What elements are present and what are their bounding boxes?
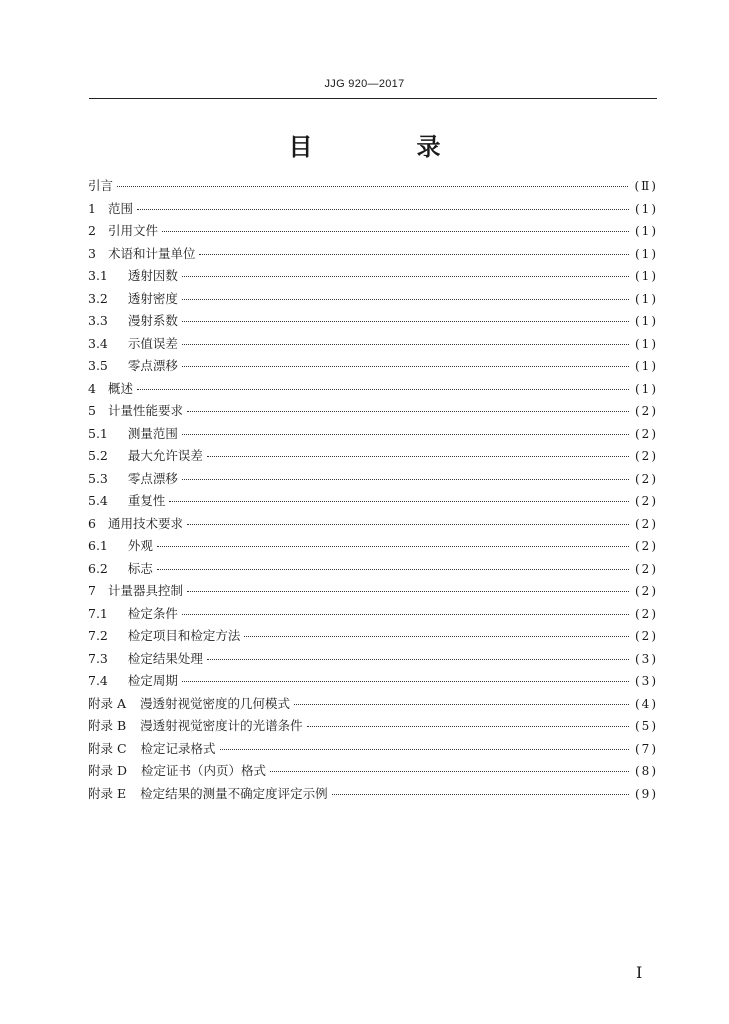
toc-entry-title: 漫射系数 xyxy=(127,313,178,328)
toc-entry-page: (3) xyxy=(635,651,658,666)
toc-entry-title: 透射密度 xyxy=(127,290,178,306)
toc-entry-title: 透射因数 xyxy=(127,268,178,283)
toc-entry-number: 3.3 xyxy=(88,313,108,328)
toc-entry xyxy=(88,446,658,469)
toc-entry-page: (7) xyxy=(635,741,658,756)
toc-entry-page: (1) xyxy=(635,359,658,373)
toc-entry-number: 3.4 xyxy=(88,335,108,351)
dot-leader xyxy=(220,749,629,750)
toc-entry-page: (Ⅱ) xyxy=(634,179,658,193)
toc-entry-page: (2) xyxy=(635,494,658,508)
dot-leader xyxy=(207,456,629,457)
toc-entry-page: (1) xyxy=(635,336,658,351)
toc-entry xyxy=(88,289,658,312)
dot-leader xyxy=(307,726,629,727)
toc-entry-title: 检定周期 xyxy=(127,673,178,688)
toc-entry-page: (2) xyxy=(635,584,658,598)
dot-leader xyxy=(244,636,629,637)
toc-entry-number: 3.1 xyxy=(88,268,108,283)
toc-entry xyxy=(88,604,658,627)
page-number: I xyxy=(636,963,643,982)
toc-entry-title: 计量性能要求 xyxy=(107,403,183,418)
toc-entry xyxy=(88,649,658,672)
toc-entry-number: 7.1 xyxy=(88,605,108,621)
toc-entry-title: 概述 xyxy=(107,380,133,396)
toc-entry-page: (2) xyxy=(635,426,658,441)
toc-entry-page: (2) xyxy=(635,561,658,576)
dot-leader xyxy=(187,524,629,525)
toc-entry-number: 附录 A xyxy=(88,695,127,711)
dot-leader xyxy=(182,276,629,277)
toc-entry-title: 检定记录格式 xyxy=(140,740,216,756)
toc-entry xyxy=(88,424,658,447)
toc-entry xyxy=(88,469,658,492)
toc-entry-title: 测量范围 xyxy=(127,425,178,441)
toc-entry xyxy=(88,514,658,537)
toc-entry xyxy=(88,694,658,717)
toc-entry xyxy=(88,491,658,514)
toc-entry xyxy=(88,244,658,267)
dot-leader xyxy=(182,479,629,480)
toc-entry-number: 7.4 xyxy=(88,673,108,688)
toc-entry-title: 检定条件 xyxy=(127,605,178,621)
dot-leader xyxy=(207,659,629,660)
toc-entry-title: 零点漂移 xyxy=(127,470,178,486)
toc-entry-page: (1) xyxy=(635,314,658,328)
toc-entry-title: 检定结果的测量不确定度评定示例 xyxy=(140,785,328,801)
toc-entry-number: 3 xyxy=(88,245,96,261)
toc-entry-title: 示值误差 xyxy=(127,335,178,351)
toc-entry-page: (3) xyxy=(635,674,658,688)
toc-entry-number: 6 xyxy=(88,515,96,531)
toc-entry xyxy=(88,581,658,604)
toc-entry-page: (1) xyxy=(635,381,658,396)
toc-entry-title: 重复性 xyxy=(127,493,166,508)
toc-entry-number: 6.1 xyxy=(88,538,108,553)
toc-entry xyxy=(88,266,658,289)
toc-entry xyxy=(88,311,658,334)
toc-entry xyxy=(88,356,658,379)
toc-entry-number: 附录 E xyxy=(88,785,127,801)
toc-entry xyxy=(88,401,658,424)
toc-entry-page: (9) xyxy=(635,786,658,801)
toc-entry-number: 7 xyxy=(88,583,96,598)
toc-entry-number: 6.2 xyxy=(88,560,108,576)
toc-entry-number: 5.2 xyxy=(88,448,108,463)
dot-leader xyxy=(182,344,629,345)
toc-entry-number: 4 xyxy=(88,380,96,396)
dot-leader xyxy=(182,366,629,367)
toc-entry-number: 7.3 xyxy=(88,650,108,666)
toc-entry-page: (1) xyxy=(635,224,658,238)
toc-entry-number: 7.2 xyxy=(88,628,108,643)
toc-entry-title: 范围 xyxy=(107,200,133,216)
table-of-contents xyxy=(88,176,658,806)
toc-entry-page: (8) xyxy=(635,764,658,778)
toc-entry xyxy=(88,176,658,199)
toc-entry-title: 零点漂移 xyxy=(127,358,178,373)
toc-entry xyxy=(88,221,658,244)
toc-entry-title: 计量器具控制 xyxy=(107,583,183,598)
toc-entry-page: (1) xyxy=(635,246,658,261)
toc-entry-title: 漫透射视觉密度计的光谱条件 xyxy=(140,718,303,733)
toc-entry-title: 漫透射视觉密度的几何模式 xyxy=(140,695,291,711)
dot-leader xyxy=(182,434,629,435)
dot-leader xyxy=(182,299,629,300)
dot-leader xyxy=(182,681,629,682)
toc-entry-page: (2) xyxy=(635,404,658,418)
toc-entry-page: (2) xyxy=(635,449,658,463)
dot-leader xyxy=(187,411,629,412)
dot-leader xyxy=(270,771,629,772)
toc-entry-title: 术语和计量单位 xyxy=(107,245,196,261)
toc-entry-page: (5) xyxy=(635,719,658,733)
dot-leader xyxy=(137,209,629,210)
toc-entry-page: (1) xyxy=(635,269,658,283)
running-header: JJG 920—2017 xyxy=(324,78,405,90)
toc-entry xyxy=(88,536,658,559)
dot-leader xyxy=(117,186,628,187)
dot-leader xyxy=(199,254,629,255)
toc-entry-number: 5.3 xyxy=(88,470,108,486)
dot-leader xyxy=(332,794,629,795)
toc-entry-number: 附录 B xyxy=(88,718,127,733)
toc-entry-number: 5.4 xyxy=(88,493,108,508)
dot-leader xyxy=(137,389,629,390)
toc-entry-page: (2) xyxy=(635,629,658,643)
toc-entry-number: 附录 C xyxy=(88,740,127,756)
toc-entry-number: 附录 D xyxy=(88,763,127,778)
dot-leader xyxy=(187,591,629,592)
toc-entry-page: (2) xyxy=(635,471,658,486)
toc-entry-page: (4) xyxy=(635,696,658,711)
dot-leader xyxy=(182,614,629,615)
toc-entry-number: 5 xyxy=(88,403,96,418)
dot-leader xyxy=(182,321,629,322)
toc-entry-number: 2 xyxy=(88,223,96,238)
dot-leader xyxy=(157,569,629,570)
toc-entry-number: 5.1 xyxy=(88,425,108,441)
toc-entry-title: 通用技术要求 xyxy=(107,515,183,531)
dot-leader xyxy=(162,231,629,232)
toc-entry-number: 3.2 xyxy=(88,290,108,306)
toc-entry xyxy=(88,761,658,784)
toc-entry-title: 标志 xyxy=(127,560,153,576)
toc-entry-number: 1 xyxy=(88,200,96,216)
toc-entry-title: 检定证书（内页）格式 xyxy=(141,763,267,778)
dot-leader xyxy=(294,704,629,705)
toc-entry xyxy=(88,334,658,357)
toc-entry xyxy=(88,559,658,582)
toc-entry xyxy=(88,671,658,694)
toc-entry-title: 检定结果处理 xyxy=(127,650,203,666)
header-rule xyxy=(89,98,657,99)
toc-entry xyxy=(88,716,658,739)
toc-entry-title: 检定项目和检定方法 xyxy=(127,628,241,643)
page-title: 目 录 xyxy=(288,133,481,161)
toc-entry-title: 外观 xyxy=(127,538,153,553)
toc-entry xyxy=(88,199,658,222)
toc-entry-number: 3.5 xyxy=(88,358,108,373)
toc-entry-page: (1) xyxy=(635,201,658,216)
dot-leader xyxy=(157,546,629,547)
toc-entry xyxy=(88,739,658,762)
toc-entry xyxy=(88,626,658,649)
dot-leader xyxy=(169,501,629,502)
toc-entry xyxy=(88,784,658,807)
toc-entry-page: (1) xyxy=(635,291,658,306)
toc-entry-title: 引用文件 xyxy=(107,223,158,238)
toc-entry xyxy=(88,379,658,402)
toc-entry-page: (2) xyxy=(635,516,658,531)
toc-entry-page: (2) xyxy=(635,539,658,553)
toc-entry-page: (2) xyxy=(635,606,658,621)
toc-entry-title: 引言 xyxy=(88,178,114,193)
toc-entry-title: 最大允许误差 xyxy=(127,448,203,463)
